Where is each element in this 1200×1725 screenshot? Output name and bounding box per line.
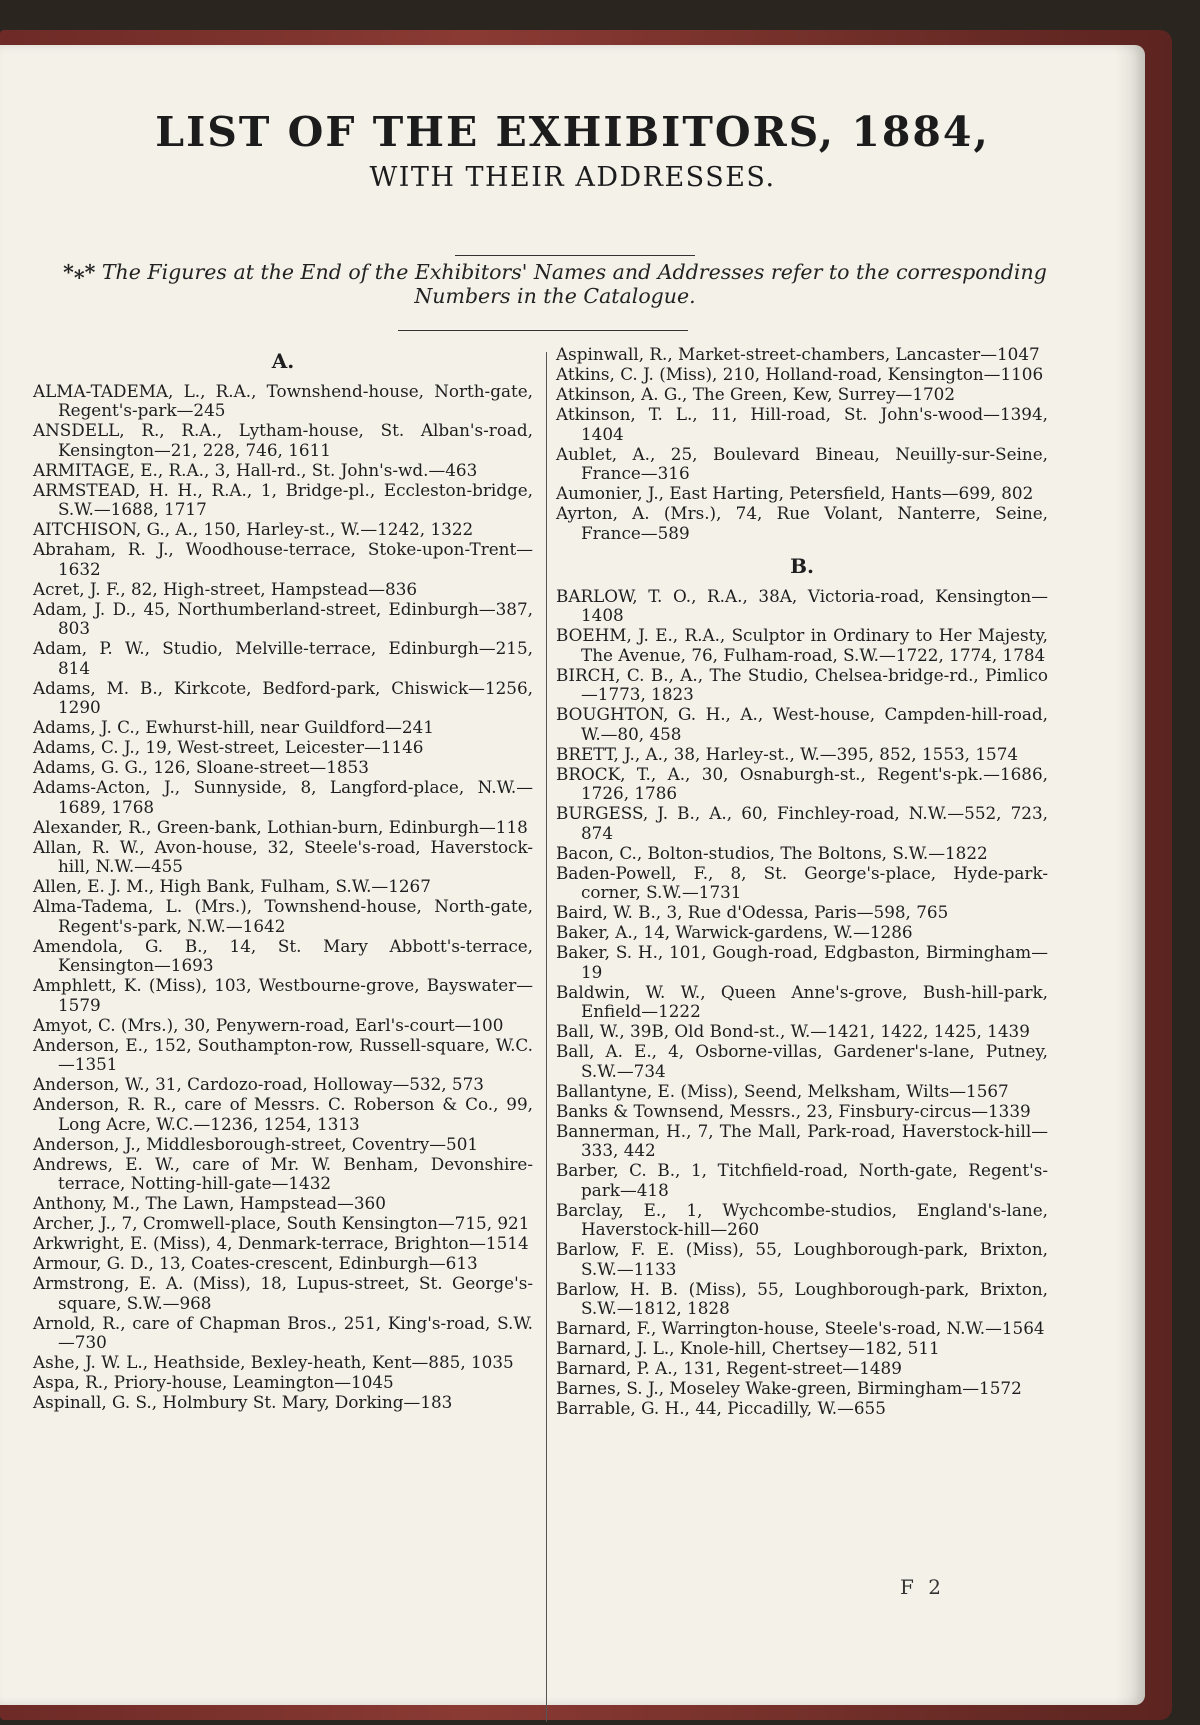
- exhibitor-entry: BROCK, T., A., 30, Osnaburgh-st., Regent's-pk.—1686, 1726, 1786: [556, 763, 1048, 803]
- exhibitor-entry: Aumonier, J., East Harting, Petersfield, Hants—699, 802: [556, 483, 1034, 503]
- exhibitor-entry: AITCHISON, G., A., 150, Harley-st., W.—1242, 1322: [33, 519, 474, 539]
- catalogue-note: [40, 260, 1070, 308]
- exhibitor-entry: Amendola, G. B., 14, St. Mary Abbott's-terrace, Kensington—1693: [33, 935, 533, 975]
- exhibitor-entry: Arkwright, E. (Miss), 4, Denmark-terrace, Brighton—1514: [33, 1233, 529, 1253]
- exhibitor-entry: Anderson, R. R., care of Messrs. C. Roberson & Co., 99, Long Acre, W.C.—1236, 1254, 1313: [33, 1094, 533, 1134]
- exhibitor-entry: BOEHM, J. E., R.A., Sculptor in Ordinary to Her Majesty, The Avenue, 76, Fulham-road, S.W.—1722, 1774, 1784: [556, 625, 1048, 665]
- exhibitor-entry: Andrews, E. W., care of Mr. W. Benham, Devonshire-terrace, Notting-hill-gate—1432: [33, 1153, 533, 1193]
- right-column: [556, 345, 1048, 1419]
- exhibitor-entry: Barnard, P. A., 131, Regent-street—1489: [556, 1358, 902, 1378]
- exhibitor-entry: Barlow, H. B. (Miss), 55, Loughborough-park, Brixton, S.W.—1812, 1828: [556, 1278, 1048, 1318]
- exhibitor-entry: Ayrton, A. (Mrs.), 74, Rue Volant, Nanterre, Seine, France—589: [556, 503, 1048, 543]
- exhibitor-entry: Bacon, C., Bolton-studios, The Boltons, S.W.—1822: [556, 842, 988, 863]
- exhibitor-entry: Barber, C. B., 1, Titchfield-road, North-gate, Regent's-park—418: [556, 1160, 1048, 1200]
- exhibitor-entry: Ashe, J. W. L., Heathside, Bexley-heath, Kent—885, 1035: [33, 1352, 514, 1372]
- exhibitor-entry: BIRCH, C. B., A., The Studio, Chelsea-bridge-rd., Pimlico—1773, 1823: [556, 664, 1048, 704]
- exhibitor-entry: Alma-Tadema, L. (Mrs.), Townshend-house, North-gate, Regent's-park, N.W.—1642: [33, 896, 533, 936]
- left-column: [33, 345, 533, 1413]
- exhibitor-entry: Ball, W., 39B, Old Bond-st., W.—1421, 1422, 1425, 1439: [556, 1021, 1030, 1041]
- exhibitor-entry: Aublet, A., 25, Boulevard Bineau, Neuilly-sur-Seine, France—316: [556, 443, 1048, 483]
- exhibitor-entry: Aspinwall, R., Market-street-chambers, Lancaster—1047: [556, 344, 1040, 364]
- exhibitor-entry: BRETT, J., A., 38, Harley-st., W.—395, 852, 1553, 1574: [556, 743, 1019, 764]
- exhibitor-entry: Atkinson, T. L., 11, Hill-road, St. John's-wood—1394, 1404: [556, 404, 1048, 444]
- exhibitor-entry: Barlow, F. E. (Miss), 55, Loughborough-park, Brixton, S.W.—1133: [556, 1239, 1048, 1279]
- page-subtitle: WITH THEIR ADDRESSES.: [369, 162, 776, 193]
- exhibitor-entry: ARMITAGE, E., R.A., 3, Hall-rd., St. John's-wd.—463: [33, 459, 478, 480]
- exhibitor-entry: Baird, W. B., 3, Rue d'Odessa, Paris—598, 765: [556, 902, 949, 922]
- exhibitor-entry: BARLOW, T. O., R.A., 38A, Victoria-road, Kensington—1408: [556, 585, 1048, 625]
- exhibitor-entry: ALMA-TADEMA, L., R.A., Townshend-house, North-gate, Regent's-park—245: [33, 380, 533, 420]
- exhibitor-entry: Barnard, F., Warrington-house, Steele's-road, N.W.—1564: [556, 1318, 1045, 1338]
- exhibitor-entry: Archer, J., 7, Cromwell-place, South Kensington—715, 921: [33, 1213, 530, 1233]
- exhibitor-entry: Baker, S. H., 101, Gough-road, Edgbaston, Birmingham—19: [556, 942, 1048, 982]
- exhibitor-entry: Baker, A., 14, Warwick-gardens, W.—1286: [556, 922, 913, 942]
- title-rule: [455, 255, 695, 256]
- exhibitor-entry: Barnes, S. J., Moseley Wake-green, Birmingham—1572: [556, 1378, 1022, 1398]
- note-text: The Figures at the End of the Exhibitors' Names and Addresses refer to the corresponding Numbers in the Catalogue.: [101, 260, 1047, 308]
- exhibitor-entry: Atkinson, A. G., The Green, Kew, Surrey—1702: [556, 384, 956, 404]
- section-heading-b: B.: [790, 554, 814, 578]
- exhibitor-entry: Ball, A. E., 4, Osborne-villas, Gardener's-lane, Putney, S.W.—734: [556, 1041, 1048, 1081]
- exhibitor-entry: Adams, C. J., 19, West-street, Leicester—1146: [33, 737, 424, 757]
- exhibitor-entry: Aspinall, G. S., Holmbury St. Mary, Dorking—183: [33, 1392, 453, 1412]
- exhibitor-entry: Ballantyne, E. (Miss), Seend, Melksham, Wilts—1567: [556, 1080, 1009, 1101]
- note-marker: *⁎*: [63, 260, 96, 284]
- exhibitor-entry: Amyot, C. (Mrs.), 30, Penywern-road, Earl's-court—100: [33, 1014, 504, 1035]
- exhibitor-entry: Amphlett, K. (Miss), 103, Westbourne-grove, Bayswater—1579: [33, 975, 533, 1015]
- column-divider: [546, 352, 547, 1722]
- exhibitor-entry: Barclay, E., 1, Wychcombe-studios, England's-lane, Haverstock-hill—260: [556, 1199, 1048, 1239]
- exhibitor-entry: Barnard, J. L., Knole-hill, Chertsey—182, 511: [556, 1338, 940, 1358]
- exhibitor-entry: Adams, J. C., Ewhurst-hill, near Guildford—241: [33, 717, 434, 737]
- exhibitor-entry: BOUGHTON, G. H., A., West-house, Campden-hill-road, W.—80, 458: [556, 704, 1048, 744]
- exhibitor-entry: Barrable, G. H., 44, Piccadilly, W.—655: [556, 1398, 886, 1418]
- exhibitor-entry: Anderson, E., 152, Southampton-row, Russell-square, W.C.—1351: [33, 1034, 533, 1074]
- exhibitor-entry: Anthony, M., The Lawn, Hampstead—360: [33, 1193, 386, 1213]
- exhibitor-entry: Atkins, C. J. (Miss), 210, Holland-road, Kensington—1106: [556, 364, 1044, 384]
- exhibitor-entry: Anderson, W., 31, Cardozo-road, Holloway—532, 573: [33, 1074, 484, 1094]
- exhibitor-entry: ARMSTEAD, H. H., R.A., 1, Bridge-pl., Eccleston-bridge, S.W.—1688, 1717: [33, 479, 533, 519]
- exhibitor-entry: Allan, R. W., Avon-house, 32, Steele's-road, Haverstock-hill, N.W.—455: [33, 836, 533, 876]
- exhibitor-entry: Abraham, R. J., Woodhouse-terrace, Stoke-upon-Trent—1632: [33, 539, 533, 579]
- exhibitor-entry: Adams, M. B., Kirkcote, Bedford-park, Chiswick—1256, 1290: [33, 677, 533, 717]
- exhibitor-entry: Armour, G. D., 13, Coates-crescent, Edinburgh—613: [33, 1253, 478, 1273]
- exhibitor-entry: Acret, J. F., 82, High-street, Hampstead—836: [33, 578, 418, 599]
- exhibitor-entry: Adam, J. D., 45, Northumberland-street, Edinburgh—387, 803: [33, 598, 533, 638]
- right-entry-list-b: [556, 587, 1048, 1419]
- exhibitor-entry: Anderson, J., Middlesborough-street, Coventry—501: [33, 1133, 479, 1154]
- exhibitor-entry: Adams, G. G., 126, Sloane-street—1853: [33, 757, 369, 777]
- exhibitor-entry: Bannerman, H., 7, The Mall, Park-road, Haverstock-hill—333, 442: [556, 1120, 1048, 1160]
- exhibitor-entry: Adam, P. W., Studio, Melville-terrace, Edinburgh—215, 814: [33, 638, 533, 678]
- exhibitor-entry: ANSDELL, R., R.A., Lytham-house, St. Alban's-road, Kensington—21, 228, 746, 1611: [33, 420, 533, 460]
- exhibitor-entry: Arnold, R., care of Chapman Bros., 251, King's-road, S.W.—730: [33, 1312, 533, 1352]
- exhibitor-entry: Allen, E. J. M., High Bank, Fulham, S.W.—1267: [33, 876, 431, 896]
- exhibitor-entry: BURGESS, J. B., A., 60, Finchley-road, N.W.—552, 723, 874: [556, 803, 1048, 843]
- section-heading-a: A.: [271, 349, 295, 373]
- page-title: LIST OF THE EXHIBITORS, 1884,: [155, 108, 990, 156]
- exhibitor-entry: Baldwin, W. W., Queen Anne's-grove, Bush-hill-park, Enfield—1222: [556, 981, 1048, 1021]
- exhibitor-entry: Adams-Acton, J., Sunnyside, 8, Langford-place, N.W.—1689, 1768: [33, 777, 533, 817]
- left-entry-list: [33, 382, 533, 1413]
- exhibitor-entry: Alexander, R., Green-bank, Lothian-burn, Edinburgh—118: [33, 816, 528, 837]
- exhibitor-entry: Baden-Powell, F., 8, St. George's-place, Hyde-park-corner, S.W.—1731: [556, 862, 1048, 902]
- right-entry-list-a: [556, 345, 1048, 543]
- exhibitor-entry: Armstrong, E. A. (Miss), 18, Lupus-street, St. George's-square, S.W.—968: [33, 1273, 533, 1313]
- exhibitor-entry: Banks & Townsend, Messrs., 23, Finsbury-circus—1339: [556, 1100, 1031, 1121]
- page-signature: F 2: [900, 1575, 945, 1599]
- page-gutter-shadow: [1115, 45, 1145, 1705]
- exhibitor-entry: Aspa, R., Priory-house, Leamington—1045: [33, 1372, 394, 1392]
- note-rule: [398, 330, 688, 331]
